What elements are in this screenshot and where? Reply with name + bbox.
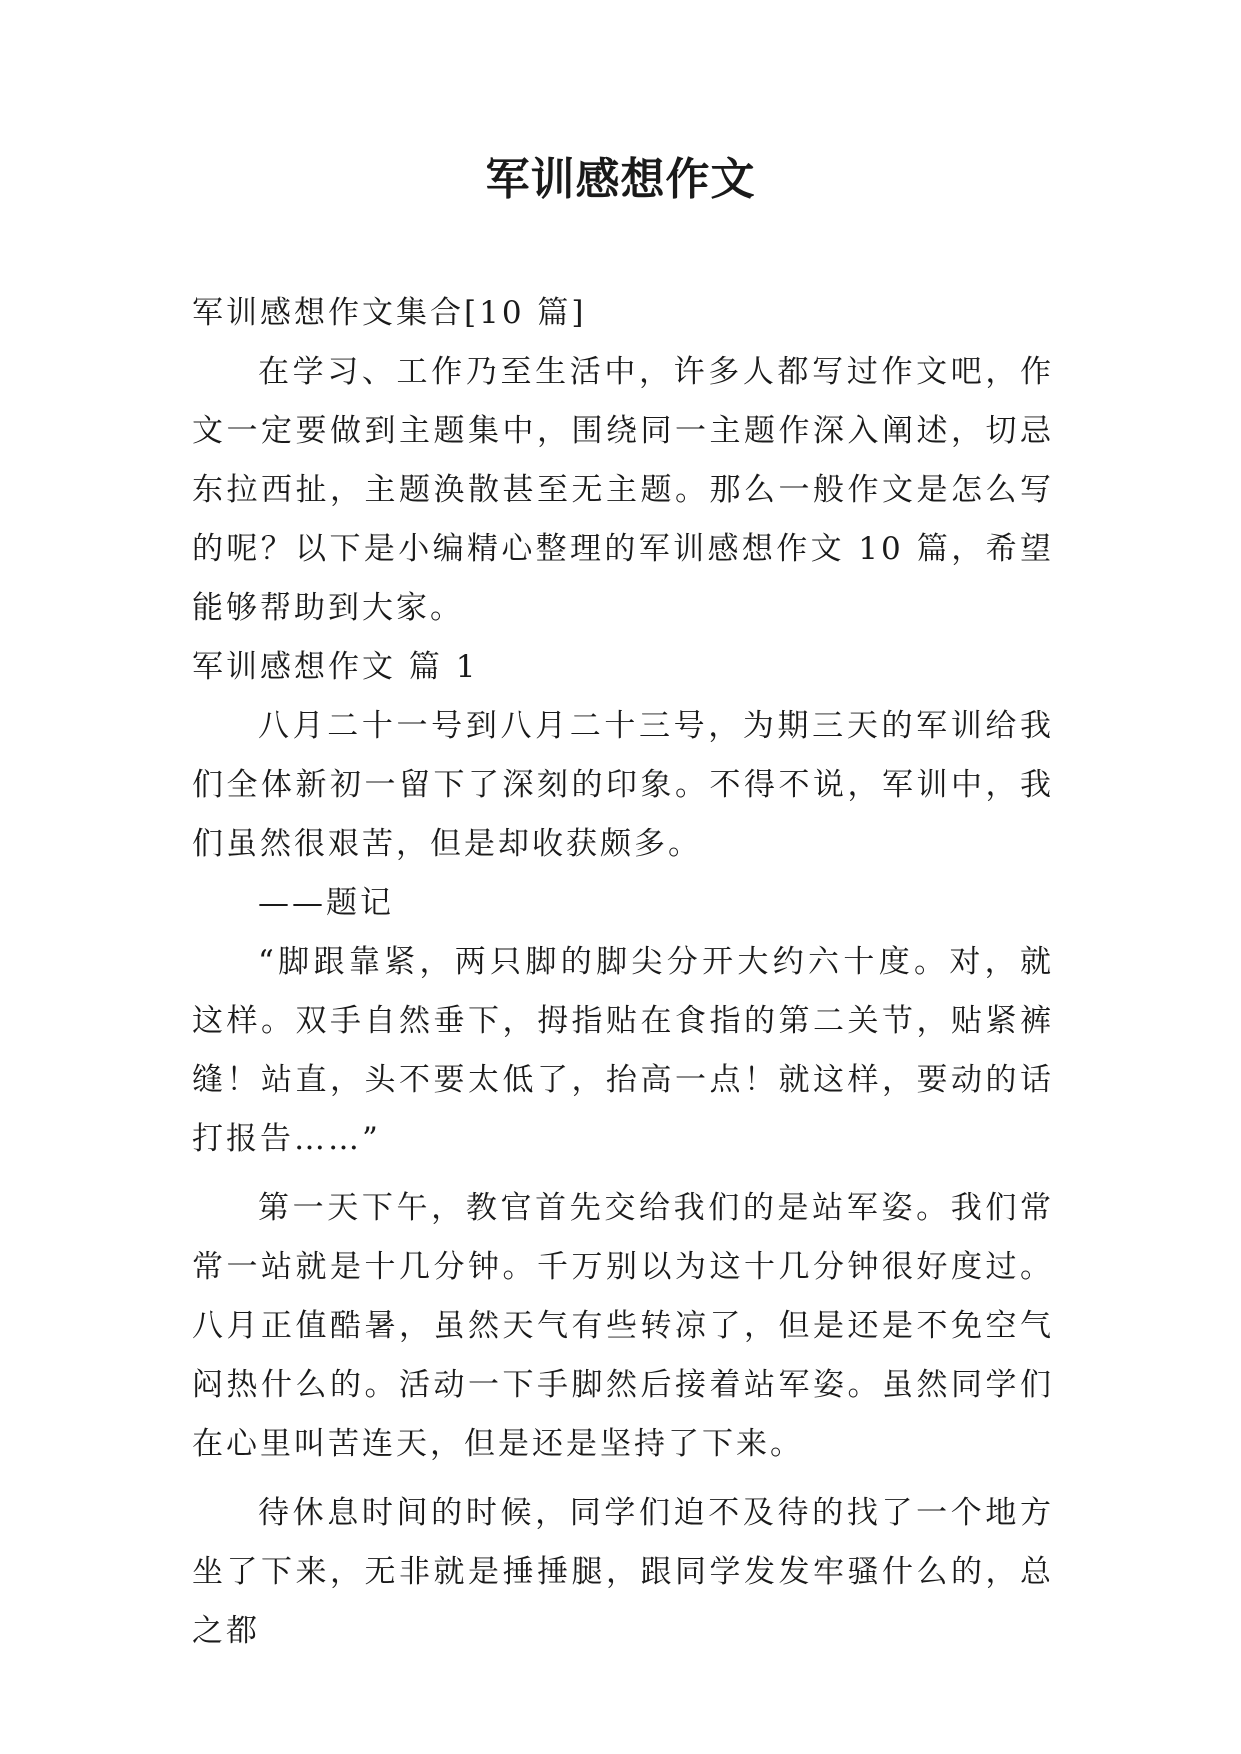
quote-paragraph: “脚跟靠紧，两只脚的脚尖分开大约六十度。对，就这样。双手自然垂下，拇指贴在食指的第二关节，贴紧裤缝！站直，头不要太低了，抬高一点！就这样，要动的话打报告……” [192, 944, 1054, 1157]
essay-heading: 军训感想作文 篇 1 [192, 649, 479, 685]
essay-paragraph: 八月二十一号到八月二十三号，为期三天的军训给我们全体新初一留下了深刻的印象。不得不说，军训中，我们虽然很艰苦，但是却收获颇多。 [192, 708, 1054, 862]
document-body [192, 284, 1054, 1661]
intro-paragraph: 在学习、工作乃至生活中，许多人都写过作文吧，作文一定要做到主题集中，围绕同一主题作深入阐述，切忌东拉西扯，主题涣散甚至无主题。那么一般作文是怎么写的呢？以下是小编精心整理的军训感想作文 10 篇，希望能够帮助到大家。 [192, 354, 1054, 626]
document-title: 军训感想作文 [485, 154, 756, 205]
collection-heading: 军训感想作文集合[10 篇] [192, 295, 587, 331]
essay-paragraph: 第一天下午，教官首先交给我们的是站军姿。我们常常一站就是十几分钟。千万别以为这十几分钟很好度过。八月正值酷暑，虽然天气有些转凉了，但是还是不免空气闷热什么的。活动一下手脚然后接着站军姿。虽然同学们在心里叫苦连天，但是还是坚持了下来。 [192, 1190, 1054, 1462]
essay-paragraph: 待休息时间的时候，同学们迫不及待的找了一个地方坐了下来，无非就是捶捶腿，跟同学发发牢骚什么的，总之都 [192, 1495, 1054, 1649]
epigraph: ——题记 [258, 885, 394, 921]
